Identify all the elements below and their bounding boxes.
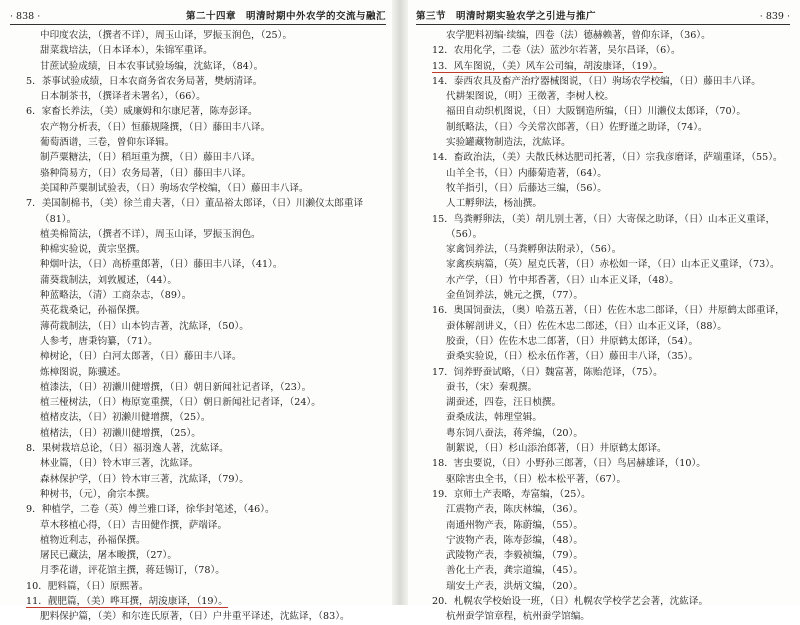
text-line: [10, 426, 386, 441]
text-line: [416, 28, 790, 43]
text-line: [416, 349, 790, 364]
entry-text: 17．饲养野蚕试略，（日）魏富著，陈贻范译，（75）。: [432, 366, 663, 378]
entry-text: 樟树论，（日）白河太郎著，（日）藤田丰八译。: [40, 351, 242, 363]
left-page-header: [10, 6, 386, 25]
text-line: [416, 533, 790, 548]
entry-text: 植三桠树法，（日）梅原宽重撰，（日）朝日新闻社记者译，（24）。: [40, 397, 321, 409]
entry-text: 植漆法，（日）初濑川健增撰，（日）朝日新闻社记者译，（23）。: [40, 381, 312, 393]
entry-text: 植楮法，（日）初濑川健增撰，（25）。: [40, 427, 201, 439]
entry-text: 20．札幌农学校始设一班，（日）札幌农学校学艺会著，沈紘译。: [432, 595, 709, 607]
text-line: [416, 579, 790, 594]
entry-text: 种烟叶法，（日）高桥重郎著，（日）藤田丰八译，（41）。: [40, 259, 283, 271]
text-line: [416, 227, 790, 242]
entry-text: 胶蚕，（日）佐佐木忠二郎著，（日）井原鹤太郎译，（54）。: [446, 335, 699, 347]
entry-text: 10．肥料篇，（日）原熙著。: [26, 580, 149, 592]
section-title: 第三节 明清时期实验农学之引进与推广: [416, 11, 597, 22]
text-line: [416, 303, 790, 318]
entry-text: 蚕书，（宋）秦观撰。: [446, 381, 538, 393]
text-line: [10, 319, 386, 334]
entry-text: 15．鸟粪孵卵法，（美）胡儿别土著，（日）大寄保之助译，（日）山本正义重译，: [432, 213, 776, 225]
text-line: [10, 28, 386, 43]
text-line: [10, 104, 386, 119]
entry-text: 农产物分析表，（日）恒藤规隆撰，（日）藤田丰八译。: [40, 121, 271, 133]
right-page-body: [416, 28, 790, 625]
text-line: [416, 150, 790, 165]
entry-text: 瑞安土产表，洪炳文编，（20）。: [446, 580, 583, 592]
entry-text: 水产学，（日）竹中邦香著，（日）山本正义译，（48）。: [446, 274, 679, 286]
entry-text: 屠民已藏法，屠本畯撰，（27）。: [40, 550, 177, 562]
text-line: [10, 43, 386, 58]
text-line: [10, 349, 386, 364]
entry-text: 制芦粟糖法，（日）稻垣重为撰，（日）藤田丰八译。: [40, 152, 261, 164]
entry-text: 江震物产表，陈庆林编，（36）。: [446, 504, 583, 516]
text-line: [416, 609, 790, 624]
text-line: [416, 487, 790, 502]
entry-text: 植楮皮法，（日）初濑川健增撰，（25）。: [40, 412, 211, 424]
text-line: [10, 196, 386, 211]
text-line: [416, 181, 790, 196]
entry-text: 人参考，唐秉钧纂，（71）。: [40, 335, 158, 347]
entry-text: 蚕桑成法，韩理堂辑。: [446, 412, 542, 424]
entry-text: 林业篇，（日）铃木审三著，沈紘译。: [40, 458, 199, 470]
entry-text: 7．美国制棉书，（美）徐兰甫夫著，（日）董品裕太郎译，（日）川濑仪太郎重译: [26, 198, 364, 210]
entry-text: 南通州物产表，陈蔚编，（55）。: [446, 519, 583, 531]
entry-text: 16．奥国饲蚕法，（奥）哈荔五著，（日）佐佐木忠二郎译，（日）井原鹤太郎重译，: [432, 305, 785, 317]
left-page-number: · 838 ·: [10, 11, 41, 22]
text-line: [10, 441, 386, 456]
entry-text: 骆种筒易方，（日）农务局著，（日）藤田丰八译。: [40, 167, 252, 179]
text-line: [10, 365, 386, 380]
text-line: [10, 166, 386, 181]
entry-text: 驱除害虫全书，（日）松本松平著，（67）。: [446, 473, 627, 485]
text-line: [10, 288, 386, 303]
entry-text: 植美棉简法，（撰者不详），周玉山译，罗振玉润色。: [40, 228, 261, 240]
entry-text: （56）。: [446, 228, 483, 240]
entry-text: 宁波物产表，陈寿彭编，（48）。: [446, 534, 583, 546]
entry-text: 植物近利志，孙福保撰。: [40, 534, 146, 546]
entry-text: 英花栽桑记，孙福保撰。: [40, 305, 146, 317]
entry-text: 福田自动织机图说，（日）大阪钢造所编，（日）川濑仪太郎译，（70）。: [446, 106, 747, 118]
highlighted-entry: 11．靓肥篇，（美）哗耳撰，胡浚康译，（19）。: [26, 595, 228, 607]
entry-text: 8．果树栽培总论，（日）福羽逸人著，沈紘译。: [26, 443, 229, 455]
text-line: [416, 441, 790, 456]
entry-text: 善化土产表，龚宗道编，（45）。: [446, 565, 583, 577]
text-line: [10, 518, 386, 533]
entry-text: （81）。: [40, 213, 77, 225]
entry-text: 14．畜政治法，（美）夫散氏林达肥司托著，（日）宗我彦磨译，萨端重译，（55）。: [432, 152, 783, 164]
entry-text: 牧羊指引，（日）后藤达三编，（56）。: [446, 182, 607, 194]
entry-text: 19．京师土产表略，寿富编，（25）。: [432, 488, 591, 500]
text-line: [10, 150, 386, 165]
entry-text: 6．家畜长养法，（美）威廉姆和尔康尼著，陈寿彭译。: [26, 106, 258, 118]
text-line: [10, 456, 386, 471]
text-line: [10, 257, 386, 272]
entry-text: 粤东饲八蚕法，蒋斧编，（20）。: [446, 427, 583, 439]
entry-text: 蚕桑实验说，（日）松永伍作著，（日）藤田丰八译，（35）。: [446, 351, 699, 363]
entry-text: 中印度农法，（撰者不详），周玉山译，罗振玉润色，（25）。: [40, 30, 293, 41]
text-line: [10, 273, 386, 288]
text-line: [10, 410, 386, 425]
text-line: [416, 502, 790, 517]
text-line: [10, 594, 386, 609]
text-line: [416, 334, 790, 349]
right-page-header: [416, 6, 790, 25]
highlighted-entry: 13．风车图说，（美）风车公司编，胡浚康译，（19）。: [432, 60, 663, 72]
text-line: [416, 242, 790, 257]
entry-text: 金鱼饲养法，姚元之撰，（77）。: [446, 290, 583, 302]
text-line: [10, 212, 386, 227]
text-line: [10, 380, 386, 395]
entry-text: 种棉实验说，黄宗坚撰。: [40, 244, 146, 256]
text-line: [416, 104, 790, 119]
text-line: [10, 227, 386, 242]
entry-text: 甘蔗试验成绩，日本农事试验场编，沈紘译，（84）。: [40, 60, 264, 72]
entry-text: 杭州蚕学馆章程，杭州蚕学馆编。: [446, 611, 590, 623]
entry-text: 湖蚕述，四卷，汪日桢撰。: [446, 397, 562, 409]
text-line: [10, 135, 386, 150]
entry-text: 9．种植学，二卷（英）傅兰雅口译，徐华封笔述，（46）。: [26, 504, 275, 516]
text-line: [416, 395, 790, 410]
entry-text: 森林保护学，（日）铃木审三著，沈紘译，（79）。: [40, 473, 249, 485]
text-line: [416, 410, 790, 425]
entry-text: 18．害虫要说，（日）小野孙三郎著，（日）鸟居赫雄译，（10）。: [432, 458, 706, 470]
entry-text: 日本制茶书，（撰译者未署名），（66）。: [40, 91, 206, 103]
entry-text: 蒲葵栽制法，刘敦履述，（44）。: [40, 274, 177, 286]
text-line: [10, 59, 386, 74]
text-line: [416, 120, 790, 135]
text-line: [10, 533, 386, 548]
text-line: [10, 472, 386, 487]
entry-text: 实验罐藏物制造法，沈紘译。: [446, 137, 571, 149]
text-line: [416, 319, 790, 334]
entry-text: 薄荷栽制法，（日）山本钧吉著，沈紘译，（50）。: [40, 320, 249, 332]
entry-text: 甜菜栽培法，（日本译本），朱锦军重译。: [40, 45, 213, 57]
text-line: [10, 579, 386, 594]
text-line: [10, 334, 386, 349]
entry-text: 农学肥料初编·续编，四卷（法）德赫赖著，曾仰东译，（36）。: [446, 30, 711, 41]
text-line: [416, 43, 790, 58]
right-page: [408, 0, 800, 623]
entry-text: 家禽饲养法，（马粪孵卵法附录），（56）。: [446, 244, 622, 256]
entry-text: 葡萄酒谱，三卷，曾仰东译辑。: [40, 137, 175, 149]
text-line: [416, 166, 790, 181]
entry-text: 武陵物产表，李毅祯编，（79）。: [446, 550, 583, 562]
text-line: [416, 196, 790, 211]
entry-text: 山羊全书，（日）内藤菊造著，（64）。: [446, 167, 607, 179]
book-gutter: [392, 0, 408, 605]
entry-text: 蚕体解剖讲义，（日）佐佐木忠二郎述，（日）山本正义译，（88）。: [446, 320, 727, 332]
text-line: [416, 380, 790, 395]
entry-text: 草木移植心得，（日）吉田健作撰，萨端译。: [40, 519, 228, 531]
entry-text: 家禽疾病篇，（英）屋克氏著，（日）赤松如一译，（日）山本正义重译，（73）。: [446, 259, 780, 271]
left-page-body: [10, 28, 386, 625]
entry-text: 12．农用化学，二卷（法）蓝沙尔若著，吴尔昌译，（6）。: [432, 45, 681, 57]
entry-text: 种蓝略法，（清）工商杂志，（89）。: [40, 290, 192, 302]
text-line: [416, 426, 790, 441]
text-line: [10, 563, 386, 578]
text-line: [416, 273, 790, 288]
text-line: [416, 456, 790, 471]
text-line: [10, 303, 386, 318]
entry-text: 月季花谱，评花馆主撰，蒋廷锡订，（78）。: [40, 565, 225, 577]
text-line: [10, 181, 386, 196]
text-line: [10, 120, 386, 135]
text-line: [416, 548, 790, 563]
entry-text: 14．泰西农具及畜产治疗器械图说，（日）驹场农学校编，（日）藤田丰八译。: [432, 75, 761, 87]
text-line: [10, 502, 386, 517]
text-line: [10, 89, 386, 104]
text-line: [416, 518, 790, 533]
text-line: [10, 487, 386, 502]
entry-text: 肥料保护篇，（美）和尔连氏原著，（日）户井重平译述，沈紘译，（83）。: [40, 611, 350, 623]
text-line: [10, 395, 386, 410]
entry-text: 美国种芦粟制试验表，（日）驹场农学校编，（日）藤田丰八译。: [40, 182, 309, 194]
text-line: [416, 89, 790, 104]
text-line: [10, 74, 386, 89]
text-line: [416, 212, 790, 227]
text-line: [416, 365, 790, 380]
text-line: [416, 74, 790, 89]
text-line: [10, 548, 386, 563]
entry-text: 制纸略法，（日）今关常次郎著，（日）佐野谨之助译，（74）。: [446, 121, 708, 133]
entry-text: 种树书，（元），俞宗本撰。: [40, 488, 156, 500]
text-line: [416, 594, 790, 609]
entry-text: 制絮说，（日）杉山添治郎著，（日）井原鹤太郎译。: [446, 443, 667, 455]
entry-text: 人工孵卵法，杨汕撰。: [446, 198, 542, 210]
text-line: [416, 59, 790, 74]
text-line: [10, 242, 386, 257]
entry-text: 代耕架图说，（明）王徵著，李树人校。: [446, 91, 614, 103]
chapter-title: 第二十四章 明清时期中外农学的交流与融汇: [185, 11, 386, 22]
text-line: [416, 288, 790, 303]
text-line: [416, 257, 790, 272]
left-page: [0, 0, 392, 623]
entry-text: 5．茶事试验成绩，日本农商务省农务局著，樊炳清译。: [26, 75, 263, 87]
text-line: [416, 135, 790, 150]
right-page-number: · 839 ·: [759, 11, 790, 22]
text-line: [10, 609, 386, 624]
text-line: [416, 563, 790, 578]
text-line: [416, 472, 790, 487]
entry-text: 炼樟图说，陈骥述。: [40, 366, 127, 378]
